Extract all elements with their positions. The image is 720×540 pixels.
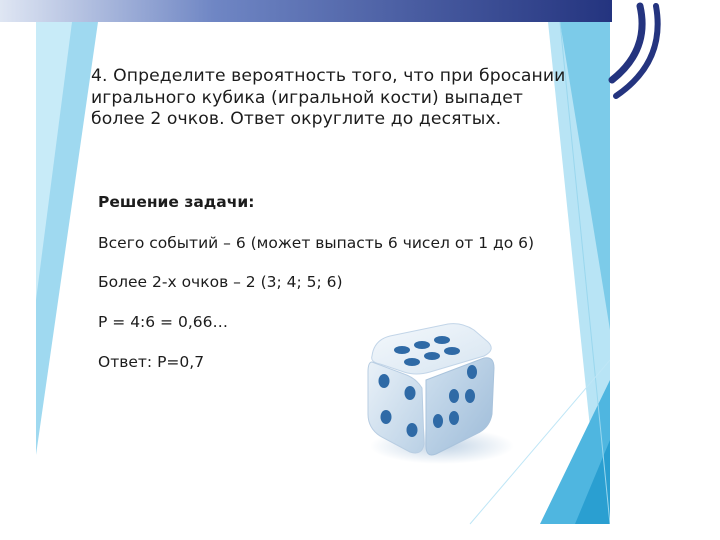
problem-line: игрального кубика (игральной кости) выпадет [91,87,524,108]
solution-favorable-events: Более 2-х очков – 2 (3; 4; 5; 6) [98,273,343,291]
solution-heading: Решение задачи: [98,193,255,211]
solution-total-events: Всего событий – 6 (может выпасть 6 чисел от 1 до 6) [98,234,535,252]
problem-statement [91,66,565,131]
dice-icon [350,318,520,468]
problem-line: 4. Определите вероятность того, что при бросании [91,66,566,86]
problem-line: более 2 очков. Ответ округлите до десятых. [91,109,502,129]
solution-answer: Ответ: P=0,7 [98,353,205,371]
solution-probability: P = 4:6 = 0,66… [98,313,228,331]
